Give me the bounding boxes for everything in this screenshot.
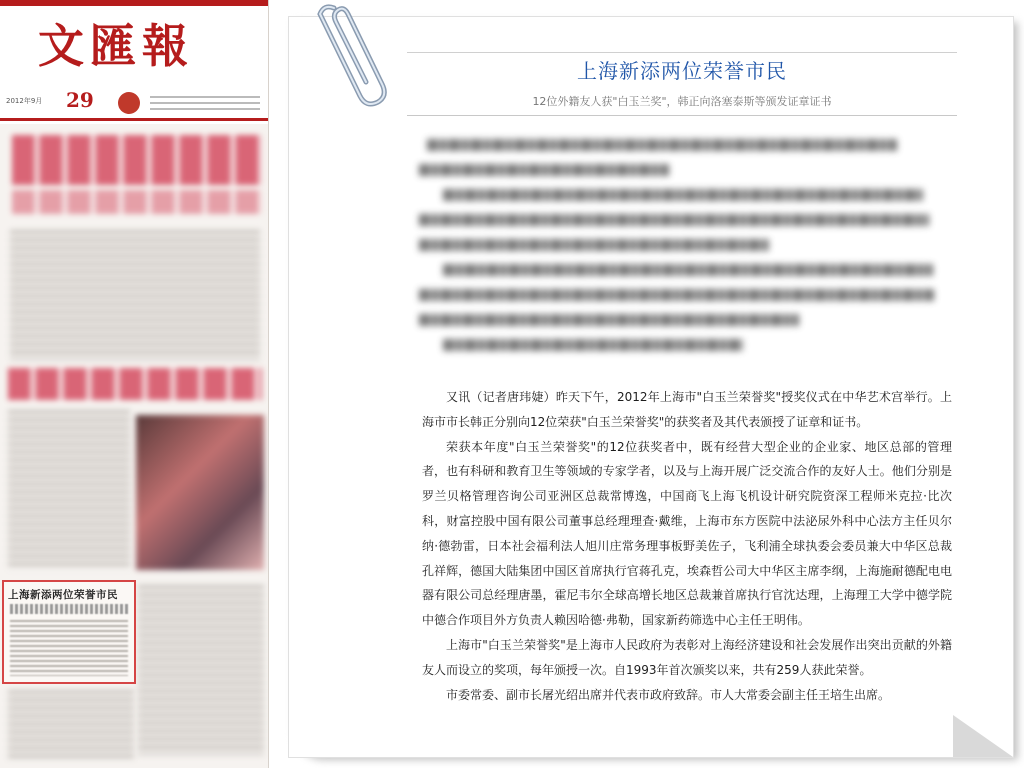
page-curl [953, 715, 1013, 757]
paperclip-icon [312, 0, 392, 110]
article-subtitle: 12位外籍友人获"白玉兰奖"，韩正向洛塞泰斯等颁发证章证书 [532, 95, 832, 108]
teaser-subtitle [10, 604, 128, 614]
masthead-logo-icon [118, 92, 140, 114]
blurred-text-column [8, 690, 134, 760]
blurred-text-column [8, 410, 130, 570]
blurred-text-block [10, 230, 260, 360]
article-teaser-box[interactable] [2, 580, 136, 684]
article-body [422, 385, 952, 707]
masthead-fine-print [150, 102, 260, 104]
blurred-text-column [138, 585, 264, 755]
issue-date: 2012年9月 [6, 97, 43, 105]
article-paragraph: 又讯（记者唐玮婕）昨天下午，2012年上海市"白玉兰荣誉奖"授奖仪式在中华艺术宫举行。上海市市长韩正分别向12位荣获"白玉兰荣誉奖"的获奖者及其代表颁授了证章和证书。 [422, 390, 952, 429]
article-paragraph: 荣获本年度"白玉兰荣誉奖"的12位获奖者中，既有经营大型企业的企业家、地区总部的管理者，也有科研和教育卫生等领域的专家学者，以及与上海开展广泛交流合作的友好人士。他们分别是罗兰贝格管理咨询公司亚洲区总裁常博逸，中国商飞上海飞机设计研究院资深工程师米克拉·比次科，财富控股中国有限公司董事总经理理查·戴维，上海市东方医院中法泌尿外科中心法方主任贝尔纳·德勃雷，日本社会福利法人旭川庄常务理事板野美佐子，飞利浦全球执委会委员兼大中华区总裁孔祥辉，德国大陆集团中国区首席执行官蒋孔克，埃森哲公司大中华区主席李纲，上海施耐德配电电器有限公司总经理唐墨，霍尼韦尔全球高增长地区总裁兼首席执行官沈达理，上海理工大学中德学院中德合作项目外方负责人赖因哈德·弗勒，国家新药筛选中心主任王明伟。 [422, 439, 952, 628]
newspaper-masthead [0, 0, 268, 96]
article-paragraph: 市委常委、副市长屠光绍出席并代表市政府致辞。市人大常委会副主任王培生出席。 [446, 687, 891, 702]
masthead-fine-print [150, 108, 260, 110]
masthead-top-bar [0, 0, 268, 6]
article-paragraph: 上海市"白玉兰荣誉奖"是上海市人民政府为表彰对上海经济建设和社会发展作出突出贡献的外籍友人而设立的奖项，每年颁授一次。自1993年首次颁奖以来，共有259人获此荣誉。 [422, 637, 952, 677]
blurred-subheadline [12, 190, 262, 214]
masthead-divider [0, 118, 268, 121]
issue-day: 29 [66, 88, 94, 112]
newspaper-name: 文匯報 [38, 19, 194, 73]
blurred-headline [12, 135, 262, 185]
teaser-title: 上海新添两位荣誉市民 [8, 589, 118, 601]
blurred-section-headline [8, 368, 262, 400]
blurred-photo [136, 415, 264, 570]
title-rule [407, 115, 957, 116]
title-rule [407, 52, 957, 53]
article-title: 上海新添两位荣誉市民 [577, 59, 787, 83]
newspaper-front-page [0, 0, 269, 768]
article-page [288, 16, 1014, 758]
teaser-body [10, 620, 128, 676]
blurred-intro-text [419, 127, 949, 362]
masthead-fine-print [150, 96, 260, 98]
